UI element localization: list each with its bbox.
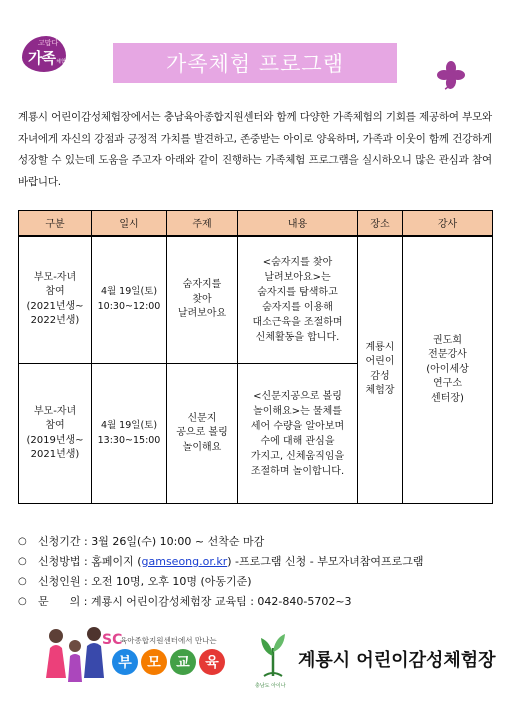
cell-detail (238, 364, 358, 504)
text-line: 전문강사 (428, 349, 467, 360)
text-line: 대소근육을 조절하며 (252, 316, 343, 328)
text-line: 놀이해요 (182, 441, 222, 453)
text-line: 체험장 (365, 385, 395, 397)
edu-subtitle: 육아종합지원센터에서 만나는 (120, 636, 217, 645)
text-line: 가지고, 신체움직임을 (250, 450, 345, 462)
edu-logo-tiles (112, 649, 225, 675)
bullet-mark: ○ (18, 536, 27, 547)
table-header-row (19, 211, 493, 236)
cell-instructor (403, 236, 493, 504)
edu-tile: 교 (170, 649, 196, 675)
info-label: 신청기간 (38, 535, 81, 548)
text-line: <숨자지를 찾아 (262, 256, 333, 268)
sprout-logo-icon (258, 630, 288, 678)
info-label: 문 의 (38, 595, 81, 608)
info-value: 3월 26일(수) 10:00 ~ 선착순 마감 (91, 535, 265, 548)
bullet-mark: ○ (18, 596, 27, 607)
text-line: 감성 (370, 370, 390, 382)
cell-category (19, 236, 92, 364)
info-list (18, 532, 498, 612)
text-line: 신문지 (187, 412, 217, 424)
text-line: (아이세상 (426, 363, 469, 375)
cell-topic (167, 236, 238, 364)
edu-tile: 모 (141, 649, 167, 675)
header-detail: 내용 (238, 211, 358, 236)
homepage-link[interactable]: gamseong.or.kr (141, 555, 228, 568)
info-label: 신청방법 (38, 555, 81, 568)
info-sep: : (80, 555, 92, 568)
text-line: (2019년생~ (26, 434, 84, 446)
four-leaf-clover-icon (436, 60, 466, 90)
text-line: 어린이 (365, 356, 395, 368)
text-line: 숨자지를 (182, 279, 222, 290)
info-sep: : (80, 575, 92, 588)
header-category: 구분 (19, 211, 92, 236)
header-date: 일시 (92, 211, 167, 236)
text-line: 날려보아요>는 (264, 271, 331, 283)
text-line: 참여 (45, 286, 65, 298)
info-label: 신청인원 (38, 575, 81, 588)
info-value-pre: 홈페이지 ( (91, 555, 142, 568)
info-contact (18, 592, 498, 612)
text-line: 수에 대해 관심을 (260, 435, 335, 447)
text-line: 부모-자녀 (33, 271, 77, 283)
text-line: 세어 수량을 알아보며 (250, 420, 345, 432)
text-line: 조절하며 놀이합니다. (250, 465, 345, 477)
info-capacity (18, 572, 498, 592)
text-line: 숨자지를 이용해 (262, 301, 333, 313)
program-table (18, 210, 493, 504)
text-line: <신문지공으로 볼링 (253, 390, 342, 402)
family-badge-logo (22, 36, 66, 72)
cell-topic (167, 364, 238, 504)
text-line: 센터장) (431, 392, 464, 404)
text-line: 찾아 (192, 293, 212, 305)
text-line: 숨자지를 탐색하고 (257, 286, 338, 298)
edu-tile: 부 (112, 649, 138, 675)
edu-mark-logo: SC (102, 632, 123, 648)
intro-paragraph: 계룡시 어린이감성체험장에서는 충남육아종합지원센터와 함께 다양한 가족체험의 기회를 제공하여 부모와 자녀에게 자신의 강점과 긍정적 가치를 발견하고, 존중받는 아이로 양육하며, 가족과 이웃이 함께 건강하게 성장할 수 있는데 도움을 주고자 아래와 같이 진행하는 가족체험 프로그램을 실시하오니 많은 관심과 참여 바랍니다. (18, 111, 492, 188)
text-line: 날려보아요 (177, 308, 227, 319)
text-line: 계룡시 (365, 341, 395, 353)
info-sep: : (80, 595, 91, 608)
footer-logos (0, 618, 509, 708)
header-topic: 주제 (167, 211, 238, 236)
text-line: 참여 (45, 420, 65, 431)
badge-tiny-text: 체험 (56, 59, 66, 65)
text-line: 신체활동을 합니다. (255, 331, 340, 343)
cell-date (92, 364, 167, 504)
text-line: 연구소 (433, 378, 462, 389)
badge-small-text: 고맙다 (38, 39, 59, 47)
bullet-mark: ○ (18, 576, 27, 587)
edu-tile: 육 (199, 649, 225, 675)
cell-place (358, 236, 403, 504)
cell-detail (238, 236, 358, 364)
text-line: 2022년생) (30, 315, 80, 327)
text-line: 권도희 (433, 334, 462, 346)
text-line: 4월 19일(토) (100, 420, 158, 431)
info-value: 계룡시 어린이감성체험장 교육팀 : 042-840-5702~3 (90, 595, 352, 608)
family-illustration-icon (42, 626, 108, 684)
text-line: (2021년생~ (26, 300, 84, 312)
text-line: 4월 19일(토) (100, 286, 158, 298)
table-row (19, 236, 493, 364)
text-line: 13:30~15:00 (97, 434, 161, 446)
page-title: 가족체험 프로그램 (166, 52, 344, 76)
text-line: 놀이해요>는 물체를 (253, 405, 342, 417)
center-caption: 충남도 아이나 (255, 683, 286, 689)
header-place: 장소 (358, 211, 403, 236)
info-sep: : (80, 535, 92, 548)
title-bar (113, 43, 397, 83)
cell-date (92, 236, 167, 364)
text-line: 부모-자녀 (33, 405, 77, 417)
info-method (18, 552, 498, 572)
cell-category (19, 364, 92, 504)
info-value-post: ) -프로그램 신청 - 부모자녀참여프로그램 (227, 555, 424, 568)
header-instructor: 강사 (403, 211, 493, 236)
bullet-mark: ○ (18, 556, 27, 567)
text-line: 10:30~12:00 (97, 300, 161, 312)
info-period (18, 532, 498, 552)
text-line: 공으로 볼링 (176, 427, 228, 439)
text-line: 2021년생) (30, 449, 80, 460)
center-name-logo: 계룡시 어린이감성체험장 (298, 650, 496, 671)
badge-main-text: 가족 (28, 49, 55, 67)
info-value: 오전 10명, 오후 10명 (아동기준) (91, 575, 252, 588)
